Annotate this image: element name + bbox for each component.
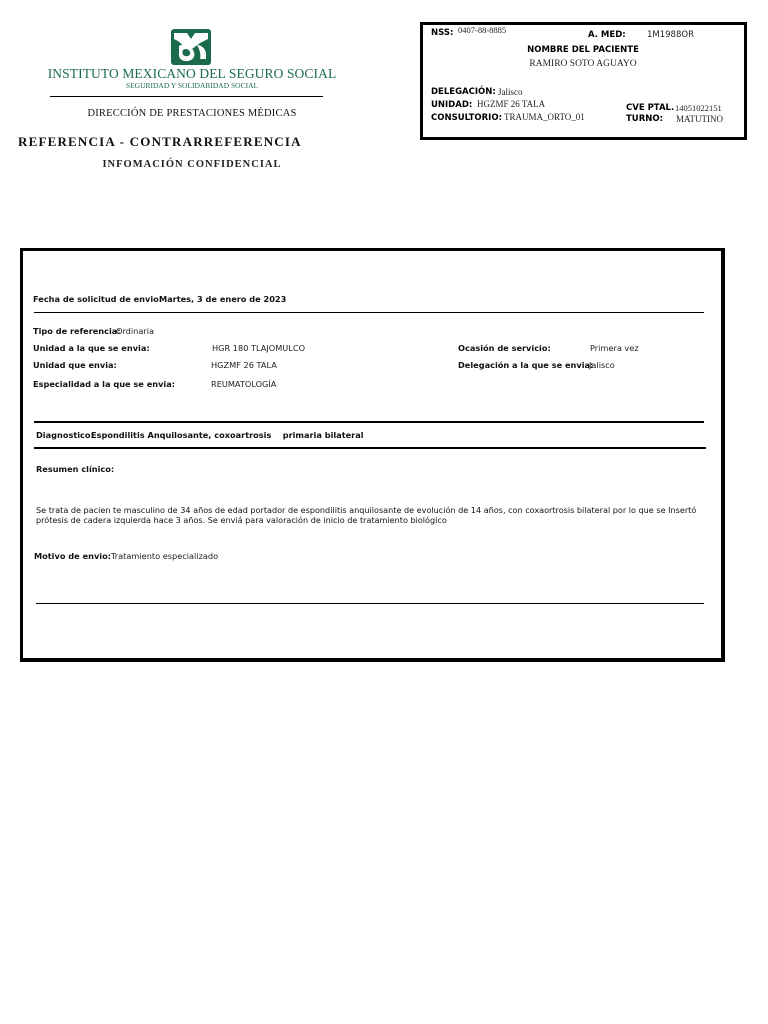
diagnosis-bottom-divider xyxy=(34,447,706,449)
delegacion-destino-value: Jalisco xyxy=(589,360,615,370)
tipo-referencia-label: Tipo de referencia: xyxy=(33,326,121,336)
consultorio-label: CONSULTORIO: xyxy=(431,113,502,123)
turno-label: TURNO: xyxy=(626,114,663,124)
unidad-destino-label: Unidad a la que se envia: xyxy=(33,343,150,353)
diagnostico-value: Espondilitis Anquilosante, coxoartrosis primaria bilateral xyxy=(91,430,364,440)
direction-title: DIRECCIÓN DE PRESTACIONES MÉDICAS xyxy=(87,108,297,119)
tipo-referencia-value: Ordinaria xyxy=(116,326,155,336)
turno-value: MATUTINO xyxy=(676,114,723,124)
delegacion-value: Jalisco xyxy=(498,87,523,97)
diagnostico-label: Diagnostico: xyxy=(36,430,94,440)
motivo-value: Tratamiento especializado xyxy=(111,551,219,561)
delegacion-label: DELEGACIÓN: xyxy=(431,87,496,97)
resumen-label: Resumen clínico: xyxy=(36,464,115,474)
amed-label: A. MED: xyxy=(588,30,626,40)
unidad-destino-value: HGR 180 TLAJOMULCO xyxy=(212,343,306,353)
header-divider xyxy=(50,96,323,97)
cve-ptal-label: CVE PTAL. xyxy=(626,103,675,113)
motivo-divider xyxy=(36,603,704,604)
referral-form-box xyxy=(20,248,725,662)
patient-name-label: NOMBRE DEL PACIENTE xyxy=(527,45,639,55)
especialidad-label: Especialidad a la que se envia: xyxy=(33,379,176,389)
patient-info-box xyxy=(420,22,747,140)
imss-logo-icon xyxy=(170,29,212,65)
cve-ptal-value: 14051022151 xyxy=(675,103,722,113)
especialidad-value: REUMATOLOGÍA xyxy=(211,379,277,389)
amed-value: 1M1988OR xyxy=(647,30,694,40)
institution-name: INSTITUTO MEXICANO DEL SEGURO SOCIAL xyxy=(47,66,337,81)
unidad-envia-label: Unidad que envia: xyxy=(33,360,117,370)
institution-motto: SEGURIDAD Y SOLIDARIDAD SOCIAL xyxy=(125,81,259,90)
motivo-label: Motivo de envio: xyxy=(34,551,111,561)
patient-name-value: RAMIRO SOTO AGUAYO xyxy=(529,59,637,69)
fecha-label: Fecha de solicitud de envio: xyxy=(33,294,163,304)
fecha-value: Martes, 3 de enero de 2023 xyxy=(159,294,287,304)
nss-label: NSS: xyxy=(431,28,454,38)
consultorio-value: TRAUMA_ORTO_01 xyxy=(504,112,585,122)
fecha-divider xyxy=(34,312,704,313)
ocasion-value: Primera vez xyxy=(590,343,639,353)
document-title: REFERENCIA - CONTRARREFERENCIA xyxy=(18,134,302,149)
diagnosis-top-divider xyxy=(34,421,704,423)
delegacion-destino-label: Delegación a la que se envia: xyxy=(458,360,594,370)
unidad-value: HGZMF 26 TALA xyxy=(477,99,546,109)
resumen-text: Se trata de pacien te masculino de 34 años de edad portador de espondilitis anquilosante de evolución de 14 años, con coxaortrosis bilateral por lo que se Insertó prótesis de cadera izquierda hace 3 años. Se enviá para valoración de inicio de tratamiento biológico xyxy=(36,505,697,525)
unidad-envia-value: HGZMF 26 TALA xyxy=(211,360,277,370)
ocasion-label: Ocasión de servicio: xyxy=(458,343,551,353)
confidentiality-notice: INFOMACIÓN CONFIDENCIAL xyxy=(102,159,282,170)
nss-value: 0407-88-8885 xyxy=(458,25,507,35)
unidad-label: UNIDAD: xyxy=(431,100,473,110)
